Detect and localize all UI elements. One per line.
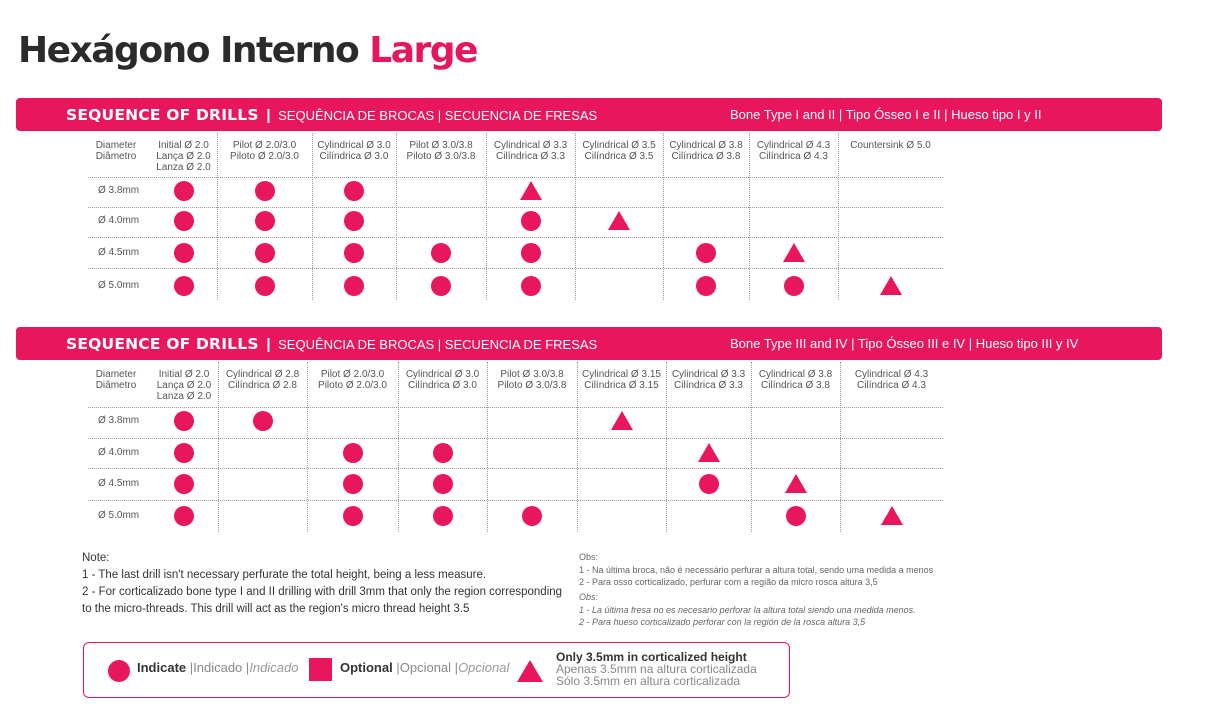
circle-icon (108, 660, 130, 682)
corticalized-triangle-icon (880, 276, 902, 295)
indicated-circle-icon (521, 276, 541, 296)
column-divider (396, 133, 397, 300)
indicated-circle-icon (174, 506, 194, 526)
column-header-line-1: Piloto Ø 2.0/3.0 (230, 151, 299, 162)
indicated-circle-icon (174, 411, 194, 431)
table-1-bar-separator: | (266, 107, 271, 124)
column-header-line-1: Piloto Ø 2.0/3.0 (318, 380, 387, 391)
column-divider (840, 362, 841, 532)
diameter-label-line-1: Diâmetro (95, 380, 137, 391)
row-label-diameter: Ø 4.5mm (98, 247, 140, 258)
indicated-circle-icon (343, 474, 363, 494)
column-header-line-0: Cylindrical Ø 4.3 (854, 369, 929, 380)
column-header-line-0: Pilot Ø 3.0/3.8 (409, 140, 473, 151)
column-header-line-1: Cilíndrica Ø 3.8 (761, 380, 830, 391)
column-header-line-1: Cilíndrica Ø 2.8 (228, 380, 297, 391)
corticalized-triangle-icon (611, 411, 633, 430)
column-divider (577, 362, 578, 532)
column-divider (749, 133, 750, 300)
legend-optional-en: Optional (340, 660, 393, 675)
indicated-circle-icon (784, 276, 804, 296)
diameter-label (88, 140, 144, 162)
column-header-line-2: Lanza Ø 2.0 (156, 391, 212, 402)
column-header-line-1: Cilíndrica Ø 3.3 (674, 380, 743, 391)
diameter-label-line-0: Diameter (95, 140, 137, 151)
column-header-line-0: Cylindrical Ø 4.3 (756, 140, 831, 151)
corticalized-triangle-icon (608, 211, 630, 230)
column-header-line-0: Pilot Ø 2.0/3.0 (232, 140, 297, 151)
column-header (487, 369, 577, 391)
square-icon (309, 658, 332, 681)
indicated-circle-icon (699, 474, 719, 494)
legend-triangle-en: Only 3.5mm in corticalized height (556, 650, 747, 664)
obs-es-line-2: 2 - Para hueso corticalizado perforar con la región de la rosca altura 3,5 (579, 617, 866, 627)
indicated-circle-icon (433, 474, 453, 494)
indicated-circle-icon (786, 506, 806, 526)
row-divider (88, 500, 943, 501)
indicated-circle-icon (431, 276, 451, 296)
table-1-bar-subtitle: SEQUÊNCIA DE BROCAS | SECUENCIA DE FRESAS (278, 108, 598, 123)
indicated-circle-icon (522, 506, 542, 526)
column-header (666, 369, 751, 391)
indicated-circle-icon (255, 276, 275, 296)
legend-indicate-pt: Indicado (193, 660, 243, 675)
row-divider (88, 468, 943, 469)
table-2-bar-subtitle: SEQUÊNCIA DE BROCAS | SECUENCIA DE FRESAS (278, 337, 598, 352)
row-label-diameter: Ø 4.0mm (98, 215, 140, 226)
indicated-circle-icon (521, 243, 541, 263)
obs-es-line-1: 1 - La última fresa no es necesario perforar la altura total siendo una medida menos. (579, 604, 916, 615)
column-header (150, 369, 218, 402)
indicated-circle-icon (343, 506, 363, 526)
obs-pt-line-2: 2 - Para osso corticalizado, perfurar com a região da micro rosca altura 3,5 (579, 577, 878, 587)
corticalized-triangle-icon (785, 474, 807, 493)
triangle-icon (517, 660, 543, 682)
column-divider (575, 133, 576, 300)
indicated-circle-icon (255, 243, 275, 263)
column-header (663, 140, 749, 162)
column-header-line-0: Countersink Ø 5.0 (850, 140, 931, 151)
legend-optional-sep-2: | (454, 660, 459, 675)
column-header-line-1: Cilíndrica Ø 3.3 (496, 151, 565, 162)
indicated-circle-icon (253, 411, 273, 431)
column-divider (486, 133, 487, 300)
indicated-circle-icon (174, 243, 194, 263)
note-block (82, 550, 572, 618)
table-1-bar-title: SEQUENCE OF DRILLS (66, 106, 259, 124)
table-1-bone-type: Bone Type I and II | Tipo Ósseo I e II | Hueso tipo I y II (730, 107, 1042, 122)
table-2-bone-type: Bone Type III and IV | Tipo Ósseo III e IV | Hueso tipo III y IV (730, 336, 1079, 351)
column-header-line-2: Lanza Ø 2.0 (156, 162, 211, 173)
corticalized-triangle-icon (783, 243, 805, 262)
obs-pt-heading: Obs: (579, 552, 599, 562)
column-header (307, 369, 398, 391)
column-header-line-0: Cylindrical Ø 3.3 (493, 140, 568, 151)
column-header (398, 369, 487, 391)
column-header (749, 140, 838, 162)
column-header-line-1: Cilíndrica Ø 3.0 (408, 380, 477, 391)
column-divider (218, 362, 219, 532)
corticalized-triangle-icon (520, 181, 542, 200)
corticalized-triangle-icon (881, 506, 903, 525)
column-header (150, 140, 217, 173)
legend-indicate-sep-1: | (189, 660, 194, 675)
page-title-main: Hexágono Interno (18, 30, 359, 71)
indicated-circle-icon (433, 443, 453, 463)
row-label-diameter: Ø 3.8mm (98, 415, 140, 426)
diameter-label-line-0: Diameter (95, 369, 137, 380)
column-header-line-0: Cylindrical Ø 3.8 (758, 369, 833, 380)
column-header (218, 369, 307, 391)
legend-optional-sep-1: | (396, 660, 400, 675)
obs-spanish (579, 591, 916, 629)
table-2-bar-separator: | (266, 336, 271, 353)
indicated-circle-icon (344, 181, 364, 201)
legend-optional-pt: Opcional (399, 660, 452, 675)
indicated-circle-icon (174, 276, 194, 296)
column-header (486, 140, 575, 162)
column-header-line-0: Cylindrical Ø 3.0 (405, 369, 480, 380)
row-label-diameter: Ø 5.0mm (98, 510, 140, 521)
column-header-line-1: Cilíndrica Ø 3.15 (584, 380, 659, 391)
diameter-label-line-1: Diâmetro (95, 151, 137, 162)
column-divider (398, 362, 399, 532)
row-label-diameter: Ø 4.5mm (98, 478, 140, 489)
indicated-circle-icon (343, 443, 363, 463)
column-header-line-0: Pilot Ø 3.0/3.8 (500, 369, 564, 380)
column-header-line-1: Cilíndrica Ø 3.0 (319, 151, 389, 162)
indicated-circle-icon (344, 243, 364, 263)
column-header-line-1: Cilíndrica Ø 3.5 (584, 151, 654, 162)
column-divider (666, 362, 667, 532)
column-divider (487, 362, 488, 532)
column-header-line-0: Cylindrical Ø 2.8 (225, 369, 300, 380)
indicated-circle-icon (696, 243, 716, 263)
indicated-circle-icon (174, 181, 194, 201)
page-title-accent: Large (369, 30, 477, 71)
row-divider (88, 407, 943, 408)
column-header (575, 140, 663, 162)
note-heading: Note: (82, 552, 110, 564)
legend-optional-es: Opcional (458, 660, 510, 675)
diameter-label (88, 369, 144, 391)
legend-triangle-pt: Apenas 3.5mm na altura corticalizada (556, 662, 757, 676)
column-header (217, 140, 312, 162)
column-header (577, 369, 666, 391)
indicated-circle-icon (433, 506, 453, 526)
column-header-line-1: Cilíndrica Ø 4.3 (857, 380, 926, 391)
indicated-circle-icon (431, 243, 451, 263)
column-header-line-1: Lança Ø 2.0 (156, 151, 211, 162)
column-header (751, 369, 840, 391)
column-divider (663, 133, 664, 300)
column-header-line-0: Initial Ø 2.0 (158, 369, 210, 380)
column-header-line-0: Cylindrical Ø 3.15 (582, 369, 661, 380)
column-divider (307, 362, 308, 532)
row-label-diameter: Ø 3.8mm (98, 185, 140, 196)
column-divider (217, 133, 218, 300)
column-divider (838, 133, 839, 300)
column-divider (312, 133, 313, 300)
indicated-circle-icon (344, 211, 364, 231)
indicated-circle-icon (174, 211, 194, 231)
legend-triangle-text (556, 651, 757, 687)
table-1-bar-left (66, 106, 597, 124)
column-header-line-0: Cylindrical Ø 3.0 (317, 140, 391, 151)
row-label-diameter: Ø 4.0mm (98, 447, 140, 458)
table-2-header-bar (16, 327, 1162, 360)
legend-indicate-sep-2: | (245, 660, 250, 675)
legend-indicate (137, 660, 298, 675)
indicated-circle-icon (696, 276, 716, 296)
legend-triangle-es: Sólo 3.5mm en altura corticalizada (556, 674, 741, 688)
legend-optional (340, 660, 509, 675)
corticalized-triangle-icon (698, 443, 720, 462)
column-header-line-1: Lança Ø 2.0 (156, 380, 212, 391)
column-header (396, 140, 486, 162)
indicated-circle-icon (174, 474, 194, 494)
column-header-line-0: Cylindrical Ø 3.8 (669, 140, 743, 151)
indicated-circle-icon (521, 211, 541, 231)
legend-indicate-es: Indicado (249, 660, 299, 675)
column-header-line-1: Cilíndrica Ø 4.3 (759, 151, 828, 162)
legend-box (83, 642, 790, 698)
indicated-circle-icon (255, 181, 275, 201)
indicated-circle-icon (255, 211, 275, 231)
table-2-bar-title: SEQUENCE OF DRILLS (66, 335, 259, 353)
column-header-line-1: Piloto Ø 3.0/3.8 (497, 380, 567, 391)
column-header-line-1: Piloto Ø 3.0/3.8 (406, 151, 476, 162)
table-2-bar-left (66, 335, 597, 353)
column-header (838, 140, 943, 151)
column-divider (751, 362, 752, 532)
row-divider (88, 438, 943, 439)
column-header-line-0: Initial Ø 2.0 (158, 140, 209, 151)
legend-indicate-en: Indicate (137, 660, 187, 675)
column-header-line-0: Pilot Ø 2.0/3.0 (320, 369, 385, 380)
indicated-circle-icon (344, 276, 364, 296)
column-header-line-0: Cylindrical Ø 3.3 (671, 369, 746, 380)
column-header-line-0: Cylindrical Ø 3.5 (582, 140, 656, 151)
note-line-2: 2 - For corticalizado bone type I and II drilling with drill 3mm that only the region corresponding to the micro-threads. This drill will act as the region's micro thread height 3.5 (82, 586, 563, 615)
row-label-diameter: Ø 5.0mm (98, 280, 140, 291)
obs-portuguese (579, 551, 933, 589)
column-header (312, 140, 396, 162)
column-header-line-1: Cilíndrica Ø 3.8 (671, 151, 741, 162)
note-line-1: 1 - The last drill isn't necessary perfurate the total height, being a less measure. (82, 569, 487, 581)
column-header (840, 369, 943, 391)
obs-pt-line-1: 1 - Na última broca, não é necessário perfurar a altura total, sendo uma medida a menos (579, 564, 934, 575)
obs-es-heading: Obs: (579, 592, 599, 602)
indicated-circle-icon (174, 443, 194, 463)
table-1-header-bar (16, 98, 1162, 131)
page-title (18, 30, 477, 71)
